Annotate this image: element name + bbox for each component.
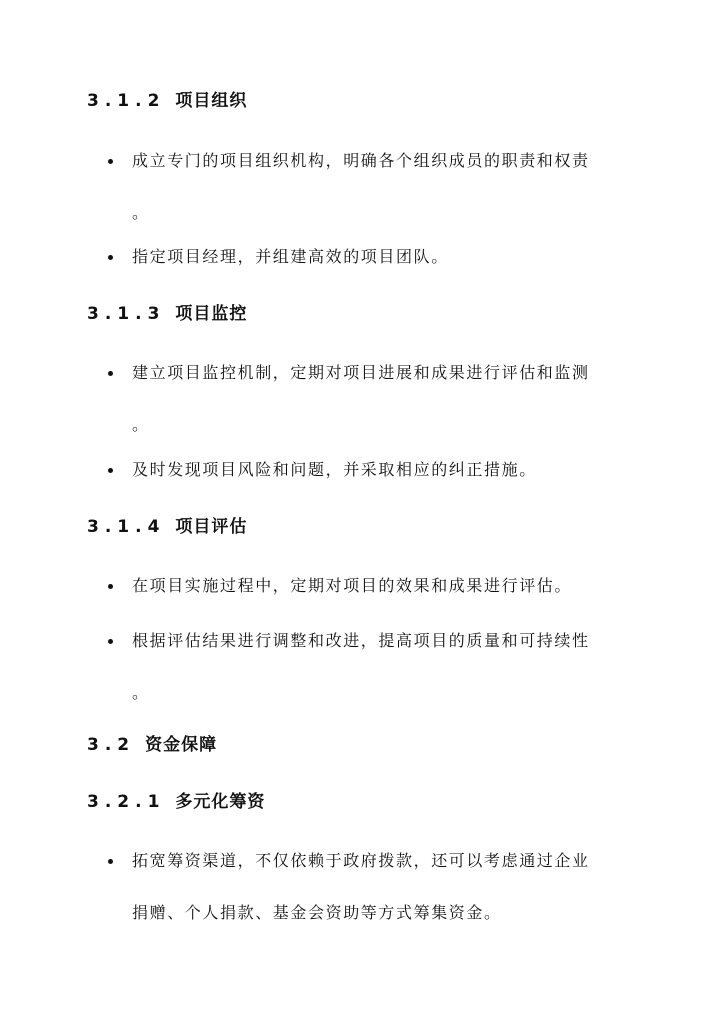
- section-number: 3.1.3: [87, 304, 166, 324]
- section-heading-3-1-4: [87, 516, 247, 538]
- section-number: 3.2.1: [87, 792, 166, 812]
- list-item-text: 根据评估结果进行调整和改进，提高项目的质量和可持续性 。: [132, 631, 590, 702]
- bullet-icon: [108, 468, 113, 473]
- bullet-icon: [108, 639, 113, 644]
- section-heading-3-2: [87, 734, 217, 756]
- bullet-icon: [108, 859, 113, 864]
- bullet-icon: [108, 159, 113, 164]
- section-number: 3.1.2: [87, 91, 166, 111]
- section-heading-3-1-3: [87, 303, 247, 325]
- list-item-text: 成立专门的项目组织机构，明确各个组织成员的职责和权责 。: [132, 151, 590, 222]
- section-heading-3-1-2: [87, 90, 247, 112]
- section-heading-3-2-1: [87, 791, 265, 813]
- section-number: 3.1.4: [87, 517, 166, 537]
- bullet-icon: [108, 584, 113, 589]
- bullet-icon: [108, 371, 113, 376]
- section-title: 项目监控: [175, 304, 248, 324]
- list-item-text: 在项目实施过程中，定期对项目的效果和成果进行评估。: [132, 576, 573, 595]
- section-title: 多元化筹资: [175, 792, 266, 812]
- section-title: 资金保障: [145, 735, 218, 755]
- list-item-text: 拓宽筹资渠道，不仅依赖于政府拨款，还可以考虑通过企业 捐赠、个人捐款、基金会资助等方式筹集资金。: [132, 851, 590, 922]
- section-title: 项目组织: [175, 91, 248, 111]
- section-title: 项目评估: [175, 517, 248, 537]
- list-item-text: 及时发现项目风险和问题，并采取相应的纠正措施。: [132, 460, 537, 479]
- list-item-text: 建立项目监控机制，定期对项目进展和成果进行评估和监测 。: [132, 363, 590, 434]
- section-number: 3.2: [87, 735, 136, 755]
- bullet-icon: [108, 255, 113, 260]
- list-item-text: 指定项目经理，并组建高效的项目团队。: [132, 247, 449, 266]
